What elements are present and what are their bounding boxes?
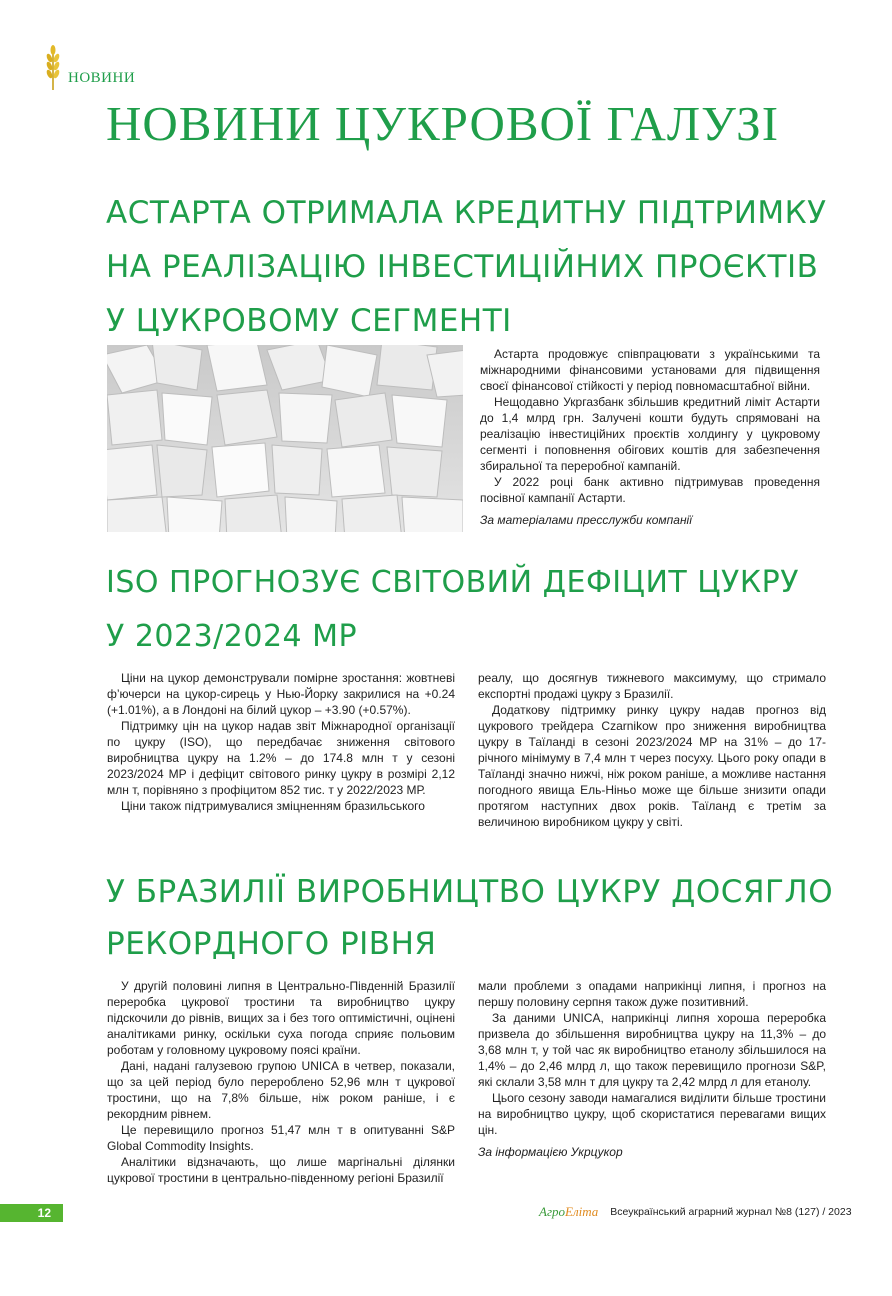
article3-title-line: РЕКОРДНОГО РІВНЯ	[106, 926, 437, 962]
article2-right-column	[478, 670, 826, 830]
article3-paragraph: Дані, надані галузевою групою UNICA в четвер, показали, що за цей період було перероблено 52,96 млн т цукрової тростини, що на 7,8% більше, ніж роком раніше, і є рекордним рівнем.	[107, 1059, 455, 1121]
article1-paragraph: У 2022 році банк активно підтримував проведення посівної кампанії Астарти.	[480, 475, 820, 505]
article2-paragraph: Додаткову підтримку ринку цукру надав прогноз від цукрового трейдера Czarnikow про зниження виробництва цукру в Таїланді в сезоні 2023/2024 МР на 31% – до 17-річного мінімуму в 7,4 млн т через посуху. Цього року опади в Таїланді значно нижчі, ніж роком раніше, а можливе настання погодного явища Ель-Ніньо може ще більше знизити опади протягом наступних двох років. Таїланд є третім за величиною виробником цукру у світі.	[478, 703, 826, 829]
article2-paragraph: Ціни на цукор демонстрували помірне зростання: жовтневі ф’ючерси на цукор-сирець у Нью-Йорку закрилися на +0.24 (+1.01%), а в Лондоні на білий цукор – +3.90 (+0.57%).	[107, 671, 455, 717]
article2-title	[106, 556, 799, 664]
article1-title-line: У ЦУКРОВОМУ СЕГМЕНТІ	[106, 303, 512, 339]
wheat-icon	[44, 44, 62, 90]
article2-left-column	[107, 670, 455, 814]
logo-part-b: Еліта	[565, 1204, 599, 1219]
article2-title-line: У 2023/2024 МР	[106, 619, 358, 654]
article3-title	[106, 866, 833, 970]
article2-paragraph: Підтримку цін на цукор надав звіт Міжнародної організації по цукру (ISO), що передбачає зниження світового виробництва цукру на 1.2% – до 174.8 млн т у сезоні 2023/2024 МР і дефіцит світового ринку цукру в розмірі 2,12 млн т, порівняно з профіцитом 852 тис. т у 2022/2023 МР.	[107, 719, 455, 797]
page-number: 12	[37, 1206, 51, 1220]
article3-right-column	[478, 978, 826, 1160]
footer	[539, 1204, 852, 1220]
sugar-cubes-photo	[107, 345, 463, 532]
article3-title-line: У БРАЗИЛІЇ ВИРОБНИЦТВО ЦУКРУ ДОСЯГЛО	[106, 874, 834, 910]
article3-paragraph: Цього сезону заводи намагалися виділити більше тростини на виробництво цукру, щоб скористатися перевагами вищих цін.	[478, 1091, 826, 1137]
logo-part-a: Агро	[539, 1204, 566, 1219]
article3-left-column	[107, 978, 455, 1186]
article1-title-line: НА РЕАЛІЗАЦІЮ ІНВЕСТИЦІЙНИХ ПРОЄКТІВ	[106, 249, 819, 285]
article3-paragraph: Це перевищило прогноз 51,47 млн т в опитуванні S&P Global Commodity Insights.	[107, 1123, 455, 1153]
article2-title-line: ISO ПРОГНОЗУЄ СВІТОВИЙ ДЕФІЦИТ ЦУКРУ	[106, 565, 799, 600]
article3-source: За інформацією Укрцукор	[478, 1145, 623, 1159]
article2-paragraph-continued: реалу, що досягнув тижневого максимуму, що стримало експортні продажі цукру з Бразилії.	[478, 671, 826, 701]
article1-title	[106, 186, 827, 348]
article1-paragraph: Нещодавно Укргазбанк збільшив кредитний ліміт Астарти до 1,4 млрд грн. Залучені кошти будуть спрямовані на реалізацію інвестиційних проєктів холдингу у цукровому сегменті і поповнення обігових коштів для забезпечення збиральної та переробної кампаній.	[480, 395, 820, 473]
page-number-badge	[0, 1204, 63, 1222]
agroelita-logo	[539, 1204, 598, 1220]
article1-source: За матеріалами пресслужби компанії	[480, 513, 692, 527]
article2-paragraph: Ціни також підтримувалися зміцненням бразильського	[121, 799, 425, 813]
journal-issue: Всеукраїнський аграрний журнал №8 (127) / 2023	[610, 1206, 852, 1218]
article1-paragraph: Астарта продовжує співпрацювати з українськими та міжнародними фінансовими установами для підвищення своєї фінансової стійкості у період повномасштабної війни.	[480, 347, 820, 393]
section-label	[44, 44, 135, 90]
article1-body	[480, 346, 820, 528]
article3-paragraph: У другій половині липня в Центрально-Південній Бразилії переробка цукрової тростини та виробництво цукру підскочили до рівнів, вищих за і без того оптимістичні, оцінені аналітиками ринку, оскільки суха погода сприяє польовим роботам у головному цукровому поясі країни.	[107, 979, 455, 1057]
article3-paragraph: Аналітики відзначають, що лише маргінальні ділянки цукрової тростини в центрально-південному регіоні Бразилії	[107, 1155, 455, 1185]
section-label-text: НОВИНИ	[68, 70, 136, 86]
page-title: НОВИНИ ЦУКРОВОЇ ГАЛУЗІ	[106, 96, 780, 151]
article3-paragraph: За даними UNICA, наприкінці липня хороша переробка призвела до збільшення виробництва цукру на 11,3% – до 3,68 млн т, у той час як виробництво етанолу збільшилося на 1,4% – до 2,46 млрд л, що також перевищило прогнози S&P, які склали 3,58 млн т для цукру та 2,42 млрд л для етанолу.	[478, 1011, 826, 1089]
article1-title-line: АСТАРТА ОТРИМАЛА КРЕДИТНУ ПІДТРИМКУ	[106, 195, 827, 231]
article3-paragraph-continued: мали проблеми з опадами наприкінці липня, і прогноз на першу половину серпня також дуже позитивний.	[478, 979, 826, 1009]
